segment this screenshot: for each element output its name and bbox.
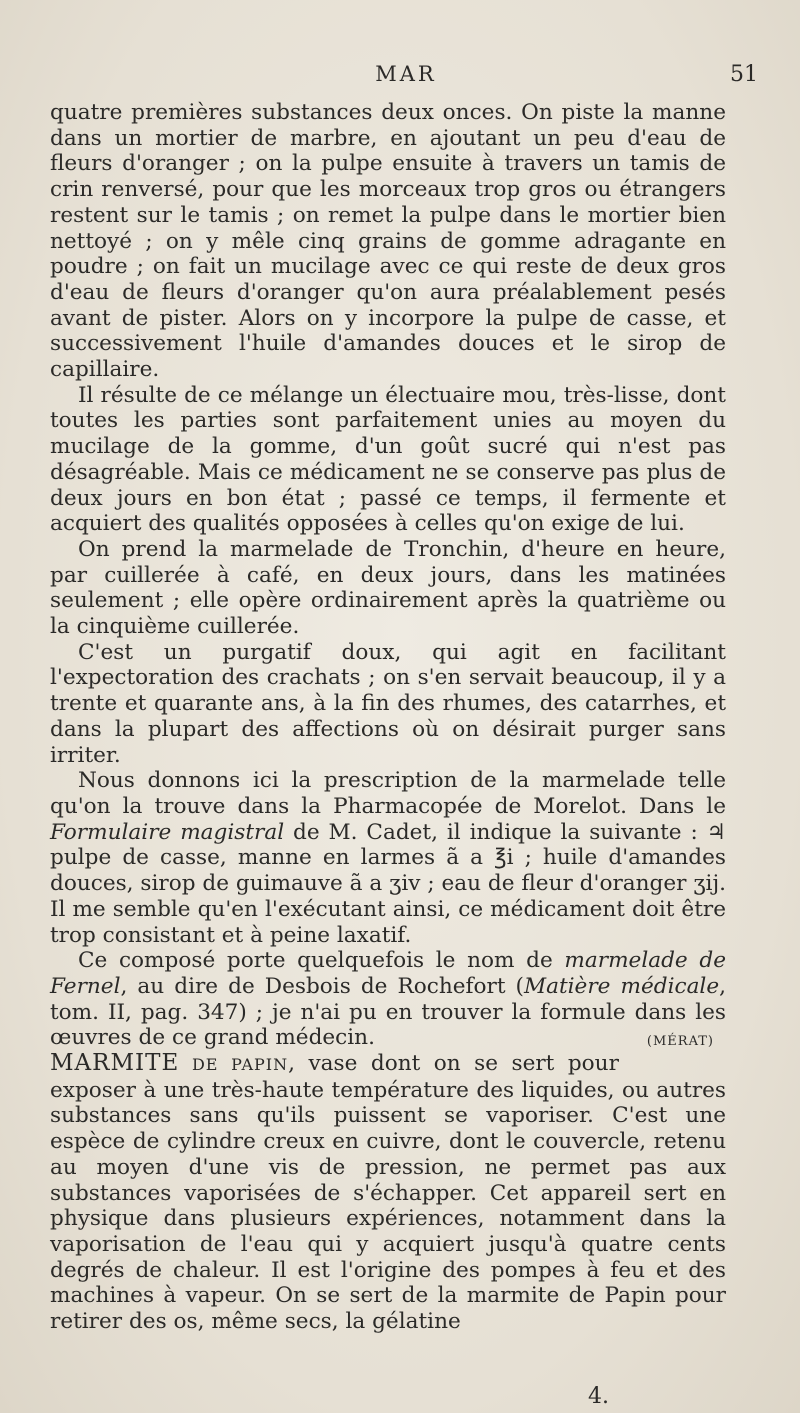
- text-run: DE: [179, 1055, 232, 1075]
- paragraph: [50, 768, 726, 948]
- italic-title: Matière médicale: [523, 973, 720, 999]
- text-run: de M. Cadet, il indique la suivante : ♃ pulpe de casse, manne en larmes ã a ℥i ; huile d'amandes douces, sirop de guimauve ã a ʒiv ; eau de fleur d'oranger ʒij. Il me semble qu'en l'exécutant ainsi, ce médicament doit être trop consistant et à peine laxatif.: [50, 819, 726, 948]
- paragraph: [50, 948, 726, 1051]
- text-run: Ce composé porte quelquefois le nom de: [78, 948, 565, 974]
- author-signature: (MÉRAT): [646, 1034, 714, 1050]
- paragraph: C'est un purgatif doux, qui agit en facilitant l'expectoration des crachats ; on s'en servait beaucoup, il y a trente et quarante ans, à la fin des rhumes, des catarrhes, et dans la plupart des affections où on désirait purger sans irriter.: [50, 639, 726, 768]
- text-run: , au dire de Desbois de Rochefort (: [120, 973, 524, 999]
- paragraph: quatre premières substances deux onces. On piste la manne dans un mortier de marbre, en ajoutant un peu d'eau de fleurs d'oranger ; on la pulpe ensuite à travers un tamis de crin renversé, pour que les morceaux trop gros ou étrangers restent sur le tamis ; on remet la pulpe dans le mortier bien nettoyé ; on y mêle cinq grains de gomme adragante en poudre ; on fait un mucilage avec ce qui reste de deux gros d'eau de fleurs d'oranger qu'on aura préalablement pesés avant de pister. Alors on y incorpore la pulpe de casse, et successivement l'huile d'amandes douces et le sirop de capillaire.: [50, 100, 726, 383]
- italic-term: marmelade de Fernel: [50, 948, 726, 999]
- text-run: , vase dont on se sert pour exposer à une très-haute température des liquides, ou autres substances sans qu'ils puissent se vaporiser. C'est une espèce de cylindre creux en cuivre, dont le couvercle, retenu au moyen d'une vis de pression, ne permet pas aux substances vaporisées de s'échapper. Cet appareil sert en physique dans plusieurs expériences, notamment dans la vaporisation de l'eau qui y acquiert jusqu'à quatre cents degrés de chaleur. Il est l'origine des pompes à feu et des machines à vapeur. On se sert de la marmite de Papin pour retirer des os, même secs, la gélatine: [50, 1051, 726, 1335]
- entry-subword: PAPIN: [231, 1055, 289, 1075]
- text-run: , tom. II, pag. 347) ; je n'ai pu en trouver la formule dans les œuvres de ce grand médecin.: [50, 973, 726, 1051]
- paragraph: On prend la marmelade de Tronchin, d'heure en heure, par cuillerée à café, en deux jours, dans les matinées seulement ; elle opère ordinairement après la quatrième ou la cinquième cuillerée.: [50, 536, 726, 640]
- entry-paragraph: [50, 1051, 726, 1335]
- page-number: 51: [730, 62, 758, 87]
- page-header: [50, 62, 762, 96]
- signature-mark: 4.: [588, 1384, 609, 1409]
- text-run: Nous donnons ici la prescription de la marmelade telle qu'on la trouve dans la Pharmacopée de Morelot. Dans le: [50, 768, 726, 819]
- italic-title: Formulaire magistral: [50, 819, 285, 845]
- paragraph: Il résulte de ce mélange un électuaire mou, très-lisse, dont toutes les parties sont parfaitement unies au moyen du mucilage de la gomme, d'un goût sucré qui n'est pas désagréable. Mais ce médicament ne se conserve pas plus de deux jours en bon état ; passé ce temps, il fermente et acquiert des qualités opposées à celles qu'on exige de lui.: [50, 382, 726, 537]
- body-text: [50, 100, 726, 1335]
- running-head: MAR: [375, 62, 437, 86]
- entry-headword: MARMITE: [50, 1050, 180, 1077]
